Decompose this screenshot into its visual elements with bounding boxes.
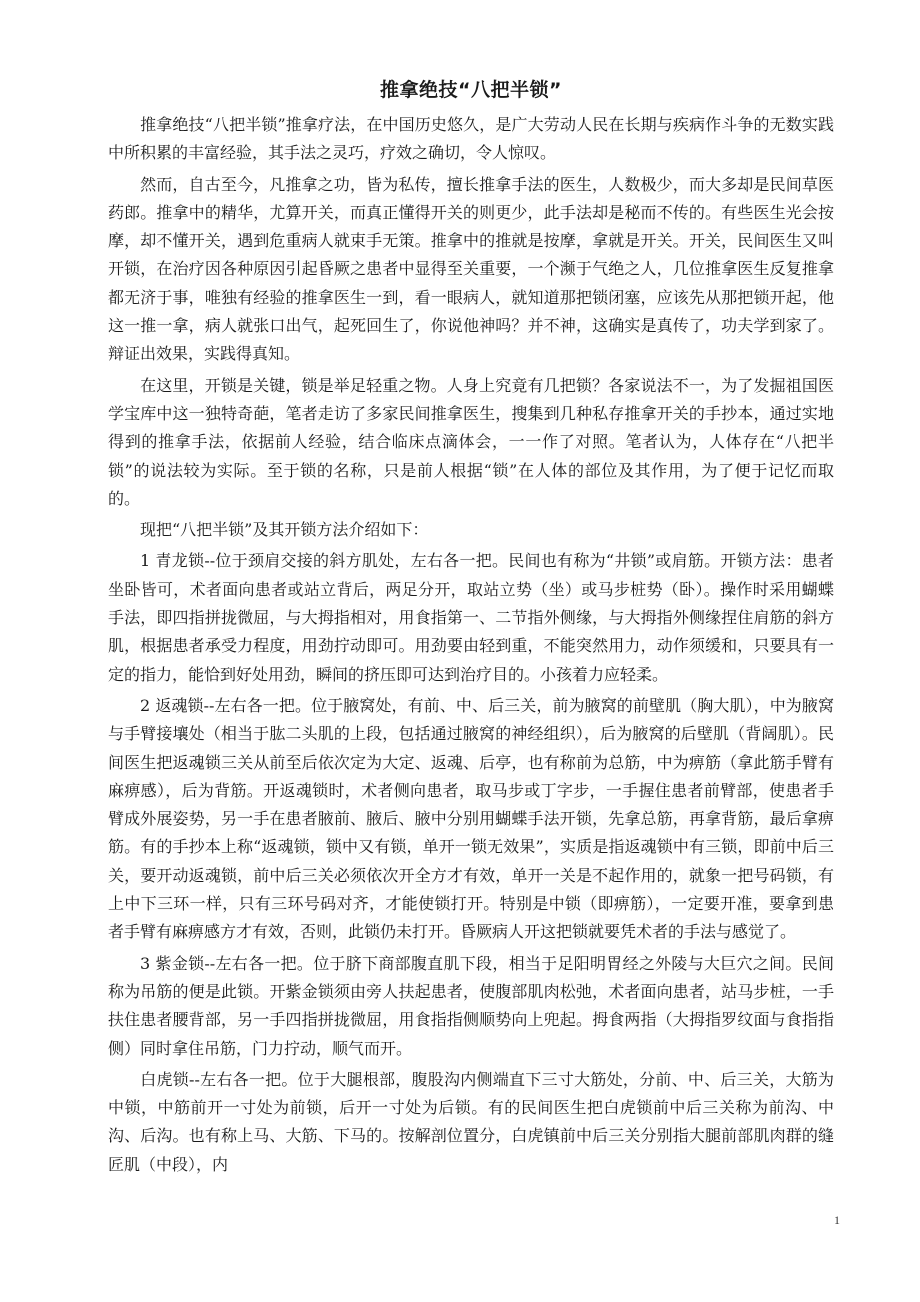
paragraph-lock-key: 在这里，开锁是关键，锁是举足轻重之物。人身上究竟有几把锁？各家说法不一，为了发掘祖国医学宝库中这一独特奇葩，笔者走访了多家民间推拿医生，搜集到几种私存推拿开关的手抄本，通过实地得到的推拿手法，依据前人经验，结合临床点滴体会，一一作了对照。笔者认为，人体存在“八把半锁”的说法较为实际。至于锁的名称，只是前人根据“锁”在人体的部位及其作用，为了便于记忆而取的。 xyxy=(108,375,834,508)
paragraph-fanhun-lock: 2 返魂锁--左右各一把。位于腋窝处，有前、中、后三关，前为腋窝的前壁肌（胸大肌），中为腋窝与手臂接壤处（相当于肱二头肌的上段，包括通过腋窝的神经组织），后为腋窝的后壁肌（背阔肌）。民间医生把返魂锁三关从前至后依次定为大定、返魂、后亭，也有称前为总筋，中为痹筋（拿此筋手臂有麻痹感），后为背筋。开返魂锁时，术者侧向患者，取马步或丁字步，一手握住患者前臂部，使患者手臂成外展姿势，另一手在患者腋前、腋后、腋中分别用蝴蝶手法开锁，先拿总筋，再拿背筋，最后拿痹筋。有的手抄本上称“返魂锁，锁中又有锁，单开一锁无效果”，实质是指返魂锁中有三锁，即前中后三关，要开动返魂锁，前中后三关必须依次开全方才有效，单开一关是不起作用的，就象一把号码锁，有上中下三环一样，只有三环号码对齐，才能使锁打开。特别是中锁（即痹筋），一定要开准，要拿到患者手臂有麻痹感方才有效，否则，此锁仍未打开。昏厥病人开这把锁就要凭术者的手法与感觉了。 xyxy=(108,695,834,942)
paragraph-introduction-list: 现把“八把半锁”及其开锁方法介绍如下： xyxy=(140,520,429,540)
document-title: 推拿绝技“八把半锁” xyxy=(380,79,562,101)
paragraph-zijin-lock: 3 紫金锁--左右各一把。位于脐下商部腹直肌下段，相当于足阳明胃经之外陵与大巨穴之间。民间称为吊筋的便是此锁。开紫金锁须由旁人扶起患者，使腹部肌肉松弛，术者面向患者，站马步桩，一手扶住患者腰背部，另一手四指拼拢微屈，用食指指侧顺势向上兜起。拇食两指（大拇指罗纹面与食指指侧）同时拿住吊筋，门力拧动，顺气而开。 xyxy=(108,953,834,1058)
paragraph-intro: 推拿绝技“八把半锁”推拿疗法，在中国历史悠久，是广大劳动人民在长期与疾病作斗争的无数实践中所积累的丰富经验，其手法之灵巧，疗效之确切，令人惊叹。 xyxy=(108,115,834,163)
paragraph-history: 然而，自古至今，凡推拿之功，皆为私传，擅长推拿手法的医生，人数极少，而大多却是民间草医药郎。推拿中的精华，尤算开关，而真正懂得开关的则更少，此手法却是秘而不传的。有些医生光会按摩，却不懂开关，遇到危重病人就束手无策。推拿中的推就是按摩，拿就是开关。开关，民间医生又叫开锁，在治疗因各种原因引起昏厥之患者中显得至关重要，一个濒于气绝之人，几位推拿医生反复推拿都无济于事，唯独有经验的推拿医生一到，看一眼病人，就知道那把锁闭塞，应该先从那把锁开起，他这一推一拿，病人就张口出气，起死回生了，你说他神吗？并不神，这确实是真传了，功夫学到家了。辩证出效果，实践得真知。 xyxy=(108,174,834,364)
page-number: 1 xyxy=(834,1213,840,1227)
paragraph-qinglong-lock: 1 青龙锁--位于颈肩交接的斜方肌处，左右各一把。民间也有称为“井锁”或肩筋。开锁方法：患者坐卧皆可，术者面向患者或站立背后，两足分开，取站立势（坐）或马步桩势（卧）。操作时采用蝴蝶手法，即四指拼拢微屈，与大拇指相对，用食指第一、二节指外侧缘，与大拇指外侧缘捏住肩筋的斜方肌，根据患者承受力程度，用劲拧动即可。用劲要由轻到重，不能突然用力，动作须缓和，只要具有一定的指力，能恰到好处用劲，瞬间的挤压即可达到治疗目的。小孩着力应轻柔。 xyxy=(108,551,834,684)
paragraph-baihu-lock: 白虎锁--左右各一把。位于大腿根部，腹股沟内侧端直下三寸大筋处，分前、中、后三关，大筋为中锁，中筋前开一寸处为前锁，后开一寸处为后锁。有的民间医生把白虎锁前中后三关称为前沟、中沟、后沟。也有称上马、大筋、下马的。按解剖位置分，白虎镇前中后三关分别指大腿前部肌肉群的缝匠肌（中段），内 xyxy=(108,1069,834,1174)
